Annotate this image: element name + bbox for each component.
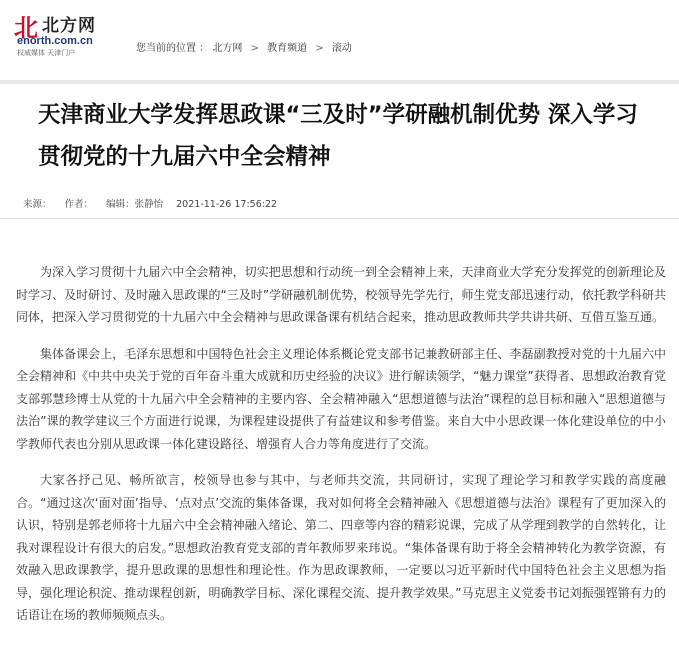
article-meta (23, 196, 287, 210)
article-paragraph: 大家各抒己见、畅所欲言，校领导也参与其中，与老师共交流，共同研讨，实现了理论学习和教学实践的高度融合。“通过这次‘面对面’指导、‘点对点’交流的集体备课，我对如何将全会精神融入《思想道德与法治》课程有了更加深入的认识，特别是郭老师将十九届六中全会精神融入绪论、第二、四章等内容的精彩说课，完成了从学理到教学的自然转化，让我对课程设计有很大的启发。”思想政治教育党支部的青年教师罗来玮说。“集体备课有助于将全会精神转化为教学资源，有效融入思政课教学，提升思政课的思想性和理论性。作为思政课教师，一定要以习近平新时代中国特色社会主义思想为指导，强化理论积淀、推动课程创新，明确教学目标、深化课程交流、提升教学效果。”马克思主义党委书记刘振强铿锵有力的话语让在场的教师频频点头。 (16, 473, 666, 622)
meta-source: 来源： (23, 199, 52, 210)
article-paragraph: 集体备课会上，毛泽东思想和中国特色社会主义理论体系概论党支部书记兼教研部主任、李磊副教授对党的十九届六中全会精神和《中共中央关于党的百年奋斗重大成就和历史经验的决议》进行解读领学，“魅力课堂”获得者、思想政治教育党支部郭慧珍博士从党的十九届六中全会精神的主要内容、全会精神融入“思想道德与法治”课程的总目标和融入“思想道德与法治”课的教学建议三个方面进行说课，为课程建设提供了有益建议和参考借鉴。来自大中小思政课一体化建设单位的中小学教师代表也分别从思政课一体化建设路径、增强育人合力等角度进行了交流。 (16, 346, 666, 451)
logo-mark: 北 (14, 13, 37, 42)
article-body (16, 261, 666, 641)
breadcrumb-separator: > (315, 43, 324, 54)
breadcrumb (136, 39, 352, 54)
site-header (0, 0, 679, 62)
article-title: 天津商业大学发挥思政课“三及时”学研融机制优势 深入学习贯彻党的十九届六中全会精神 (38, 102, 638, 170)
logo-domain: enorth.com.cn (17, 35, 93, 47)
breadcrumb-link-education[interactable]: 教育频道 (267, 43, 308, 54)
meta-datetime: 2021-11-26 17:56:22 (176, 199, 278, 210)
article-paragraph: 为深入学习贯彻十九届六中全会精神，切实把思想和行动统一到全会精神上来，天津商业大学充分发挥党的创新理论及时学习、及时研讨、及时融入思政课的“三及时”学研融机制优势，校领导先学先行，师生党支部迅速行动，依托教学科研共同体，把深入学习贯彻党的十九届六中全会精神与思政课备课有机结合起来，推动思政教师共学共讲共研、互借互鉴互通。 (16, 265, 666, 324)
logo-tagline: 权威媒体 天津门户 (17, 49, 76, 57)
breadcrumb-link-rolling[interactable]: 滚动 (331, 43, 352, 54)
logo-name: 北方网 (42, 16, 96, 36)
site-logo[interactable] (8, 6, 126, 57)
breadcrumb-prefix: 您当前的位置 ： (136, 43, 210, 54)
meta-author: 作者： (64, 199, 94, 210)
meta-divider (0, 218, 679, 219)
header-divider (0, 80, 679, 84)
breadcrumb-separator: > (250, 43, 259, 54)
breadcrumb-link-home[interactable]: 北方网 (212, 43, 243, 54)
meta-editor: 编辑：张静怡 (106, 199, 164, 210)
